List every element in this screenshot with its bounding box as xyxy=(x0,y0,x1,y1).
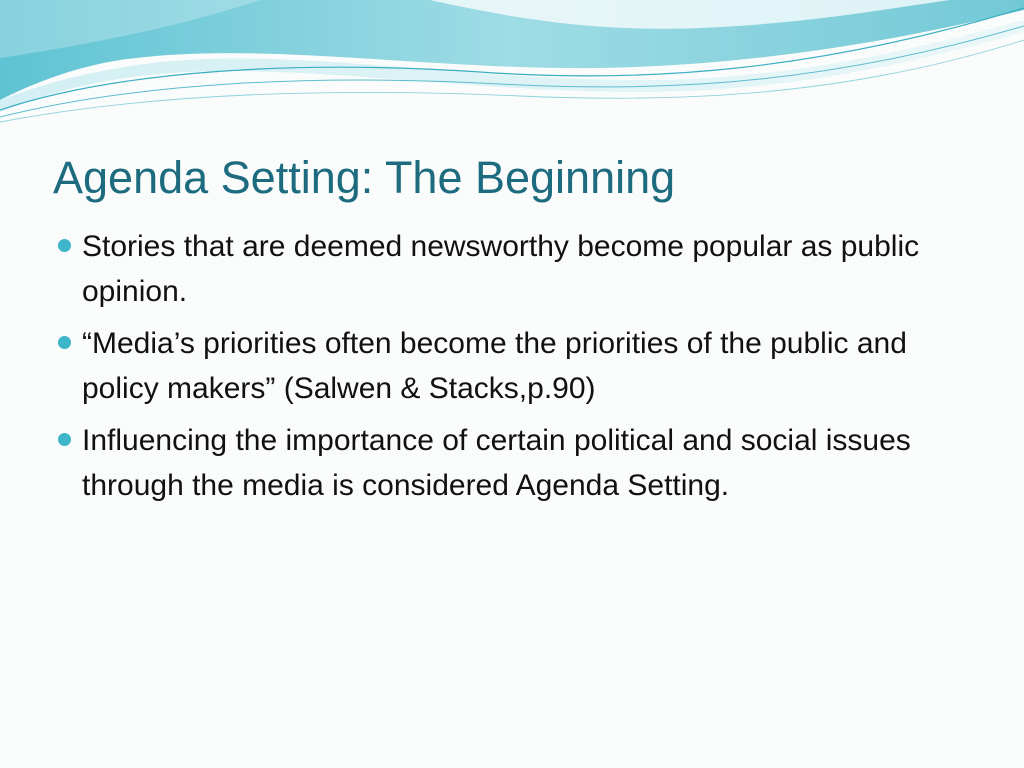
bullet-dot-icon xyxy=(58,239,71,252)
bullet-text: Stories that are deemed newsworthy become popular as public opinion. xyxy=(82,230,920,308)
header-wave-decoration xyxy=(0,0,1024,125)
bullet-list xyxy=(58,224,978,515)
bullet-item xyxy=(58,321,978,411)
bullet-item xyxy=(58,224,978,314)
bullet-item xyxy=(58,418,978,508)
bullet-text: Influencing the importance of certain political and social issues through the media is considered Agenda Setting. xyxy=(82,424,911,502)
bullet-dot-icon xyxy=(58,433,71,446)
bullet-text: “Media’s priorities often become the priorities of the public and policy makers” (Salwen & Stacks,p.90) xyxy=(82,327,907,405)
bullet-dot-icon xyxy=(58,336,71,349)
slide-title: Agenda Setting: The Beginning xyxy=(53,152,676,203)
